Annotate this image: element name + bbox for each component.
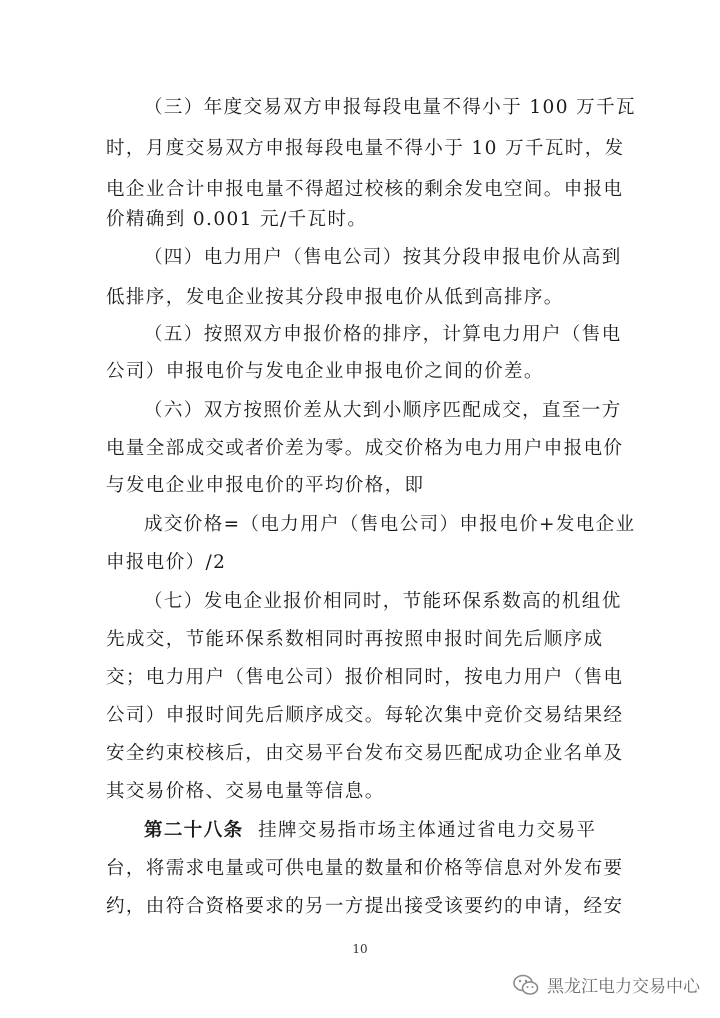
formula-line-1: 成交价格=（电力用户（售电公司）申报电价+发电企业 bbox=[144, 514, 636, 535]
paragraph-6-line-2: 电量全部成交或者价差为零。成交价格为电力用户申报电价 bbox=[106, 438, 624, 459]
article-28-line-2: 台，将需求电量或可供电量的数量和价格等信息对外发布要 bbox=[106, 858, 624, 879]
formula-line-2: 申报电价）/2 bbox=[106, 552, 227, 573]
paragraph-7-line-1: （七）发电企业报价相同时，节能环保系数高的机组优 bbox=[144, 591, 622, 612]
paragraph-6-line-3: 与发电企业申报电价的平均价格，即 bbox=[106, 475, 425, 496]
paragraph-3-line-2: 时，月度交易双方申报每段电量不得小于 10 万千瓦时，发 bbox=[106, 138, 625, 159]
paragraph-7-line-6: 其交易价格、交易电量等信息。 bbox=[106, 781, 385, 802]
paragraph-7-line-5: 安全约束校核后，由交易平台发布交易匹配成功企业名单及 bbox=[106, 743, 624, 764]
paragraph-3-line-1: （三）年度交易双方申报每段电量不得小于 100 万千瓦 bbox=[144, 97, 636, 118]
article-28-line-3: 约，由符合资格要求的另一方提出接受该要约的申请，经安 bbox=[106, 896, 624, 917]
paragraph-3-line-4: 价精确到 0.001 元/千瓦时。 bbox=[106, 209, 368, 230]
paragraph-5-line-2: 公司）申报电价与发电企业申报电价之间的价差。 bbox=[106, 361, 544, 382]
paragraph-5-line-1: （五）按照双方申报价格的排序，计算电力用户（售电 bbox=[144, 324, 622, 345]
paragraph-7-line-3: 交；电力用户（售电公司）报价相同时，按电力用户（售电 bbox=[106, 667, 624, 688]
watermark bbox=[513, 972, 700, 997]
paragraph-7-line-2: 先成交，节能环保系数相同时再按照申报时间先后顺序成 bbox=[106, 629, 604, 650]
paragraph-3-line-3: 电企业合计申报电量不得超过校核的剩余发电空间。申报电 bbox=[106, 179, 624, 200]
page-number: 10 bbox=[352, 942, 368, 956]
article-28-text: 挂牌交易指市场主体通过省电力交易平 bbox=[258, 820, 597, 841]
wechat-icon bbox=[513, 974, 539, 996]
paragraph-7-line-4: 公司）申报时间先后顺序成交。每轮次集中竞价交易结果经 bbox=[106, 705, 624, 726]
watermark-text: 黑龙江电力交易中心 bbox=[547, 977, 700, 997]
paragraph-6-line-1: （六）双方按照价差从大到小顺序匹配成交，直至一方 bbox=[144, 400, 622, 421]
paragraph-4-line-2: 低排序，发电企业按其分段申报电价从低到高排序。 bbox=[106, 287, 564, 308]
article-28-line-1 bbox=[144, 819, 664, 843]
paragraph-4-line-1: （四）电力用户（售电公司）按其分段申报电价从高到 bbox=[144, 247, 622, 268]
article-heading: 第二十八条 bbox=[144, 820, 244, 841]
